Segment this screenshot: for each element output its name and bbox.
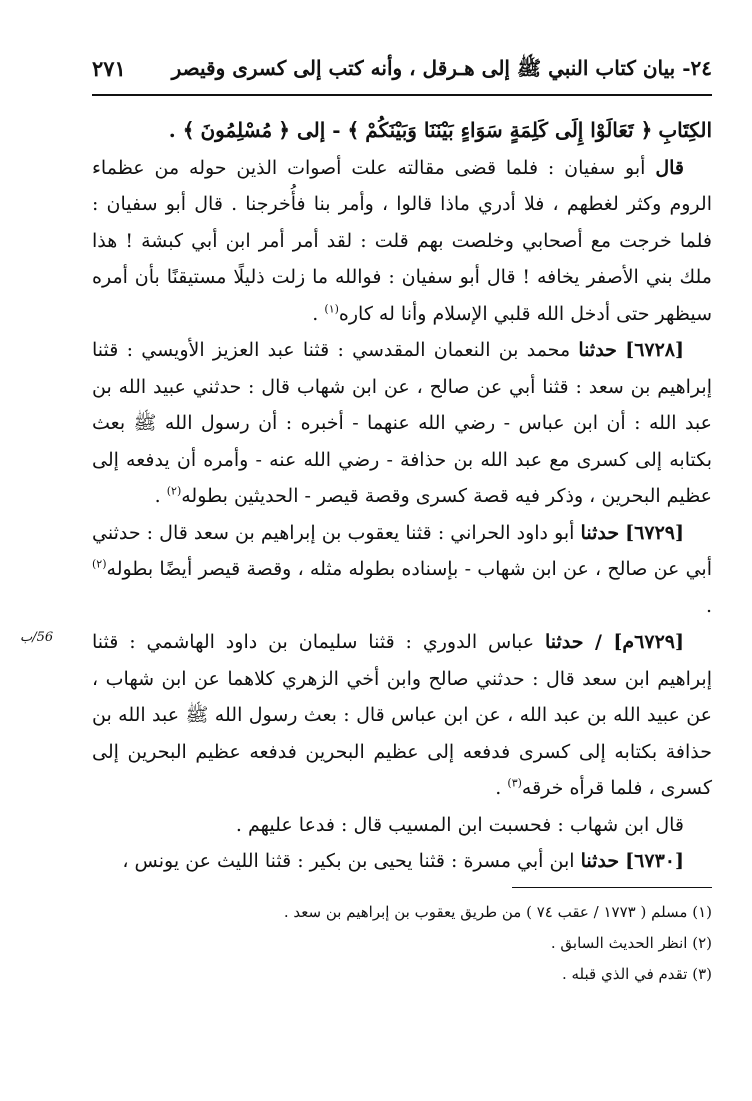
chapter-title: ٢٤- بيان كتاب النبي ﷺ إلى هـرقل ، وأنه كتب إلى كسرى وقيصر <box>171 56 712 80</box>
paragraph-abu-sufyan: قال أبو سفيان : فلما قضى مقالته علت أصوات الذين حوله من عظماء الروم وكثر لغطهم ، فلا أدري ماذا قالوا ، وأمر بنا فأُخرجنا . قال أبو سفيان : فلما خرجت مع أصحابي وخلصت بهم قلت : لقد أمر أمر ابن أبي كبشة ! هذا ملك بني الأصفر يخافه ! قال أبو سفيان : فوالله ما زلت ذليلًا مستيقنًا بأن أمره سيظهر حتى أدخل الله قلبي الإسلام وأنا له كاره$^{(١)}$ . <box>92 156 712 325</box>
main-text <box>92 112 712 880</box>
hadith-text: عباس الدوري : قثنا سليمان بن داود الهاشمي : قثنا إبراهيم ابن سعد قال : حدثني صالح وابن أخي الزهري كلاهما عن ابن شهاب ، عن عبيد الله بن عبد الله ، عن ابن عباس قال : بعث رسول الله ﷺ عبد الله بن حذافة بكتابه إلى كسرى فدفعه إلى عظيم البحرين فدفعه عظيم البحرين إلى كسرى ، فلما قرأه خرقه <box>92 631 712 799</box>
hadith-number: [٦٧٢٩م] / حدثنا <box>544 631 684 653</box>
hadith-text: أبو داود الحراني : قثنا يعقوب بن إبراهيم بن سعد قال : حدثني أبي عن صالح ، عن ابن شهاب - بإسناده بطوله مثله ، وقصة قيصر أيضًا بطوله <box>92 521 712 580</box>
footnote-divider <box>512 887 712 888</box>
word-haddathana: حدثنا <box>580 521 620 544</box>
hadith-number: [٦٧٣٠] <box>625 850 684 872</box>
hadith-text: ابن أبي مسرة : قثنا يحيى بن بكير : قثنا الليث عن يونس ، <box>122 850 575 872</box>
quran-separator: ﴾ - إلى ﴿ <box>278 118 360 142</box>
hadith-6728: [٦٧٢٨] حدثنا محمد بن النعمان المقدسي : قثنا عبد العزيز الأويسي : قثنا إبراهيم بن سعد : قثنا أبي عن صالح ، عن ابن شهاب قال : حدثني عبيد الله بن عبد الله : أن ابن عباس - رضي الله عنهما - أخبره : أن رسول الله ﷺ بعث بكتابه إلى كسرى مع عبد الله بن حذافة - رضي الله عنه - وأمره أن يدفعه إلى عظيم البحرين ، وذكر فيه قصة كسرى وقصة قيصر - الحديثين بطوله$^{(٢)}$ . <box>92 339 712 507</box>
hadith-6729: [٦٧٢٩] حدثنا أبو داود الحراني : قثنا يعقوب بن إبراهيم بن سعد قال : حدثني أبي عن صالح ، عن ابن شهاب - بإسناده بطوله مثله ، وقصة قيصر أيضًا بطوله$^{(٢)}$ . <box>92 521 712 617</box>
footnote-1: (١) مسلم ( ١٧٧٣ / عقب ٧٤ ) من طريق يعقوب بن إبراهيم بن سعد . <box>283 903 712 921</box>
footnotes <box>92 897 712 990</box>
footnote-ref: (٢) <box>166 484 182 498</box>
page-number: ٢٧١ <box>92 56 126 81</box>
hadith-number: [٦٧٢٩] <box>625 521 684 544</box>
running-header <box>92 50 712 96</box>
quran-end: ﴾ . <box>168 118 195 142</box>
word-qal: قال <box>655 156 684 179</box>
quran-verse-1: تَعَالَوْا إِلَى كَلِمَةٍ سَوَاءٍ بَيْنَنَا وَبَيْنَكُمْ <box>365 118 634 142</box>
manuscript-folio-note: 56/ب <box>20 630 54 645</box>
footnote-ref: (١) <box>324 302 339 316</box>
word-haddathana: حدثنا <box>578 339 617 361</box>
quran-quote-line: الكِتَابِ ﴿ تَعَالَوْا إِلَى كَلِمَةٍ سَوَاءٍ بَيْنَنَا وَبَيْنَكُمْ ﴾ - إلى ﴿ مُسْلِمُونَ ﴾ . <box>168 118 712 142</box>
header-divider <box>92 94 712 96</box>
footnote-3: (٣) تقدم في الذي قبله . <box>561 965 712 983</box>
word-kitab: الكِتَابِ <box>658 118 712 142</box>
ibn-shihab-note: قال ابن شهاب : فحسبت ابن المسيب قال : فدعا عليهم . <box>235 813 684 836</box>
hadith-6729m: [٦٧٢٩م] / حدثنا عباس الدوري : قثنا سليمان بن داود الهاشمي : قثنا إبراهيم ابن سعد قال : حدثني صالح وابن أخي الزهري كلاهما عن ابن شهاب ، عن عبيد الله بن عبد الله ، عن ابن عباس قال : بعث رسول الله ﷺ عبد الله بن حذافة بكتابه إلى كسرى فدفعه إلى عظيم البحرين فدفعه عظيم البحرين إلى كسرى ، فلما قرأه خرقه$^{(٣)}$ . <box>92 631 712 799</box>
word-haddathana: حدثنا <box>580 850 620 872</box>
footnote-2: (٢) انظر الحديث السابق . <box>550 934 712 952</box>
footnote-ref: (٢) <box>92 557 107 571</box>
hadith-6730 <box>92 843 712 880</box>
paragraph-text: أبو سفيان : فلما قضى مقالته علت أصوات الذين حوله من عظماء الروم وكثر لغطهم ، فلا أدري ماذا قالوا ، وأمر بنا فأُخرجنا . قال أبو سفيان : فلما خرجت مع أصحابي وخلصت بهم قلت : لقد أمر أمر ابن أبي كبشة ! هذا ملك بني الأصفر يخافه ! قال أبو سفيان : فوالله ما زلت ذليلًا مستيقنًا بأن أمره سيظهر حتى أدخل الله قلبي الإسلام وأنا له كاره <box>92 156 712 325</box>
hadith-number: [٦٧٢٨] <box>625 339 685 361</box>
footnote-ref: (٣) <box>507 776 522 790</box>
hadith-text: محمد بن النعمان المقدسي : قثنا عبد العزيز الأويسي : قثنا إبراهيم بن سعد : قثنا أبي عن صالح ، عن ابن شهاب قال : حدثني عبيد الله بن عبد الله : أن ابن عباس - رضي الله عنهما - أخبره : أن رسول الله ﷺ بعث بكتابه إلى كسرى مع عبد الله بن حذافة - رضي الله عنه - وأمره أن يدفعه إلى عظيم البحرين ، وذكر فيه قصة كسرى وقصة قيصر - الحديثين بطوله <box>92 339 712 507</box>
quran-verse-2: مُسْلِمُونَ <box>200 118 273 142</box>
